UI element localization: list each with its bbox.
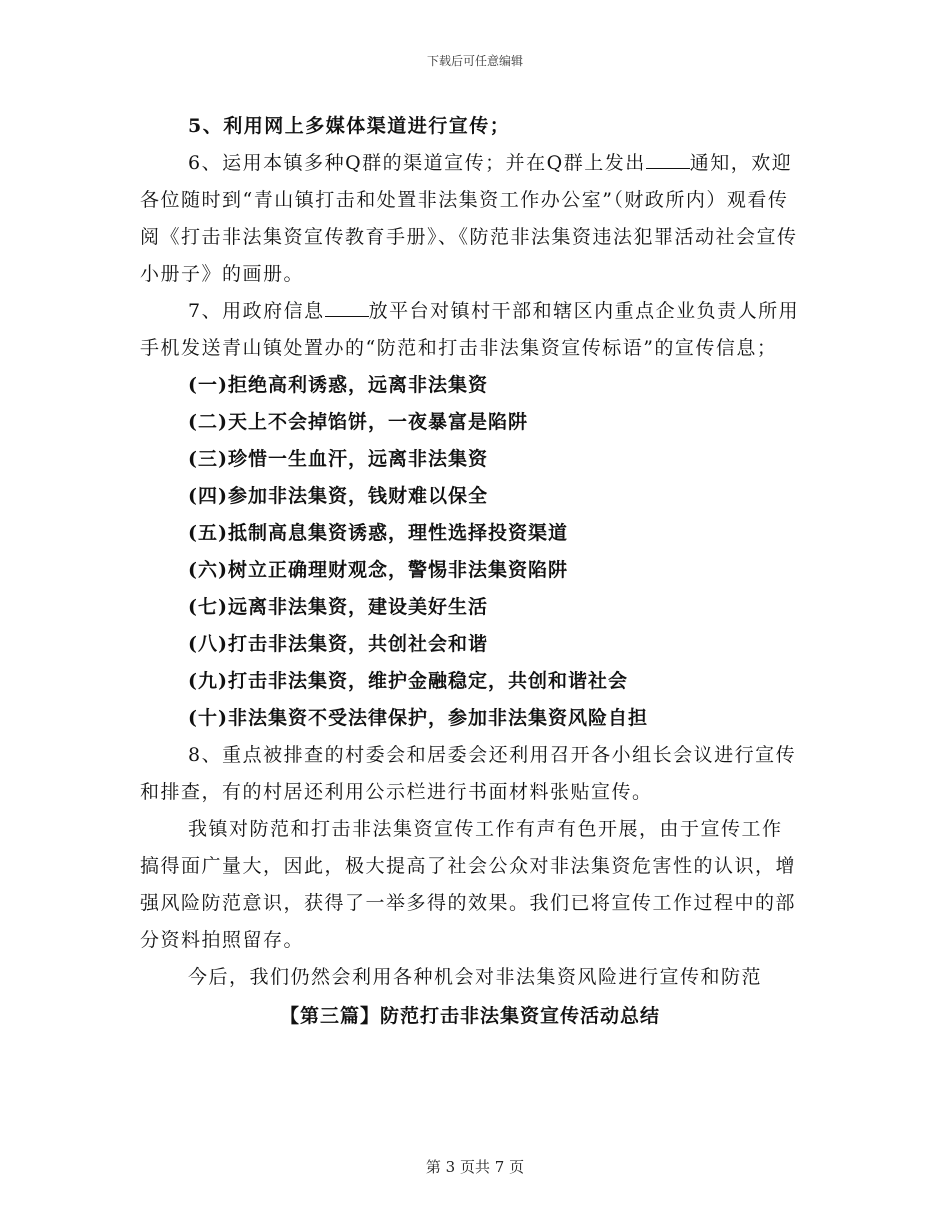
paragraph-10: 今后，我们仍然会利用各种机会对非法集资风险进行宣传和防范: [188, 966, 763, 988]
slogan-item: (九)打击非法集资，维护金融稳定，共创和谐社会: [188, 670, 628, 692]
document-body: [140, 108, 800, 1036]
slogan-item: (五)抵制高息集资诱惑，理性选择投资渠道: [188, 522, 568, 544]
paragraph-6-part-b: 通知，欢迎各位随时到“青山镇打击和处置非法集资工作办公室”（财政所内）观看传阅《打击非法集资宣传教育手册》、《防范非法集资违法犯罪活动社会宣传小册子》的画册。: [140, 152, 798, 285]
blank-underline: [646, 150, 690, 169]
slogan-item: (七)远离非法集资，建设美好生活: [188, 596, 488, 618]
section-title: 【第三篇】防范打击非法集资宣传活动总结: [279, 1005, 660, 1027]
slogan-item: (六)树立正确理财观念，警惕非法集资陷阱: [188, 559, 568, 581]
page-header-note: 下载后可任意编辑: [426, 54, 523, 68]
paragraph-6-part-a: 6、运用本镇多种Q群的渠道宣传；并在Q群上发出: [188, 152, 646, 174]
paragraph-8: 8、重点被排查的村委会和居委会还利用召开各小组长会议进行宣传和排查，有的村居还利用公示栏进行书面材料张贴宣传。: [140, 744, 797, 803]
slogan-item: (二)天上不会掉馅饼，一夜暴富是陷阱: [188, 411, 528, 433]
paragraph-5: 5、利用网上多媒体渠道进行宣传；: [188, 115, 511, 137]
blank-underline: [325, 298, 369, 317]
slogan-item: (四)参加非法集资，钱财难以保全: [188, 485, 488, 507]
page-footer-number: 第 3 页共 7 页: [425, 1158, 525, 1176]
paragraph-7: [140, 293, 800, 367]
slogan-item: (八)打击非法集资，共创社会和谐: [188, 633, 488, 655]
slogan-item: (十)非法集资不受法律保护，参加非法集资风险自担: [188, 707, 648, 729]
paragraph-9: 我镇对防范和打击非法集资宣传工作有声有色开展，由于宣传工作搞得面广量大，因此，极大提高了社会公众对非法集资危害性的认识，增强风险防范意识，获得了一举多得的效果。我们已将宣传工作过程中的部分资料拍照留存。: [140, 818, 797, 951]
paragraph-7-part-b: 放平台对镇村干部和辖区内重点企业负责人所用手机发送青山镇处置办的“防范和打击非法集资宣传标语”的宣传信息；: [140, 300, 800, 359]
paragraph-6: [140, 145, 800, 293]
paragraph-7-part-a: 7、用政府信息: [188, 300, 325, 322]
slogan-item: (三)珍惜一生血汗，远离非法集资: [188, 448, 488, 470]
slogan-item: (一)拒绝高利诱惑，远离非法集资: [188, 374, 488, 396]
